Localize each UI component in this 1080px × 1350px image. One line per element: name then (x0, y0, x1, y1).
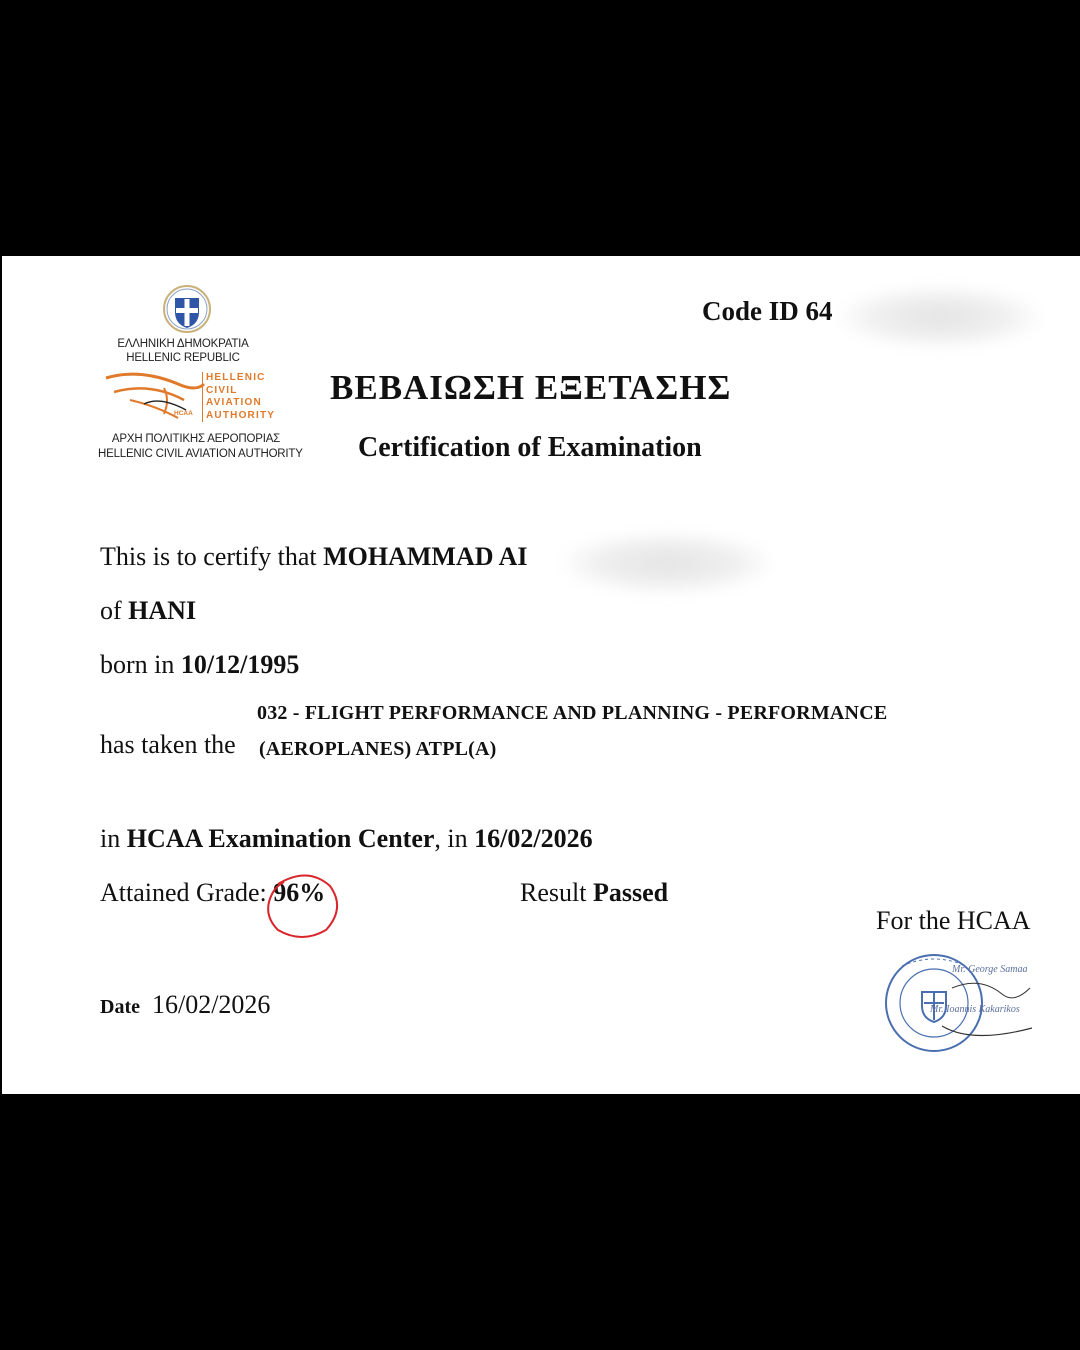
gov-name-english: HELLENIC REPUBLIC (126, 352, 240, 364)
code-id-redaction (840, 286, 1040, 348)
exam-date: 16/02/2026 (474, 824, 593, 853)
certify-line (100, 542, 527, 572)
logo-word-4: AUTHORITY (206, 409, 276, 421)
of-prefix: of (100, 596, 129, 625)
date-value: 16/02/2026 (151, 990, 271, 1019)
code-id: Code ID 64 (702, 296, 833, 326)
logo-word-2: CIVIL (206, 384, 238, 396)
title-greek: ΒΕΒΑΙΩΣΗ ΕΞΕΤΑΣΗΣ (330, 368, 732, 407)
father-name: HANI (128, 596, 197, 625)
taken-prefix: has taken the (100, 730, 236, 759)
certificate-page (2, 256, 1080, 1094)
gov-name-greek: ΕΛΛΗΝΙΚΗ ΔΗΜΟΚΡΑΤΙΑ (117, 338, 249, 350)
hcaa-wordmark (206, 372, 275, 422)
date-line (100, 990, 270, 1020)
title-english: Certification of Examination (358, 432, 702, 463)
name-redaction (562, 532, 772, 594)
subject-line-1: 032 - FLIGHT PERFORMANCE AND PLANNING - PERFORMANCE (257, 702, 888, 724)
born-prefix: born in (100, 650, 181, 679)
logo-word-3: AVIATION (206, 397, 262, 408)
logo-badge: HCAA (174, 410, 193, 417)
signer-1: Mr. George Samaa (952, 964, 1028, 975)
born-line (100, 650, 299, 680)
father-line (100, 596, 196, 626)
birth-date: 10/12/1995 (180, 650, 300, 679)
certify-prefix: This is to certify that (100, 542, 324, 571)
greek-coat-of-arms-icon (162, 284, 212, 334)
date-label: Date (100, 996, 140, 1018)
exam-center: HCAA Examination Center (126, 824, 435, 853)
date-prefix: , in (434, 824, 475, 853)
logo-word-1: HELLENIC (206, 372, 266, 383)
authority-name-english: HELLENIC CIVIL AVIATION AUTHORITY (98, 448, 303, 460)
candidate-name: MOHAMMAD AI (323, 542, 528, 571)
logo-divider (202, 372, 203, 422)
grade-label: Attained Grade: (100, 878, 274, 907)
result-line (520, 878, 668, 908)
subject-line-2: (AEROPLANES) ATPL(A) (259, 738, 497, 760)
result-label: Result (520, 878, 593, 907)
center-line (100, 824, 593, 854)
signer-2: Mr. Ioannis Kakarikos (930, 1004, 1020, 1015)
red-circle-annotation (264, 868, 348, 942)
result-value: Passed (592, 878, 669, 907)
grade-value: 96% (273, 878, 326, 907)
for-hcaa-label: For the HCAA (876, 906, 1031, 935)
in-prefix: in (100, 824, 127, 853)
authority-name-greek: ΑΡΧΗ ΠΟΛΙΤΙΚΗΣ ΑΕΡΟΠΟΡΙΑΣ (111, 433, 281, 445)
